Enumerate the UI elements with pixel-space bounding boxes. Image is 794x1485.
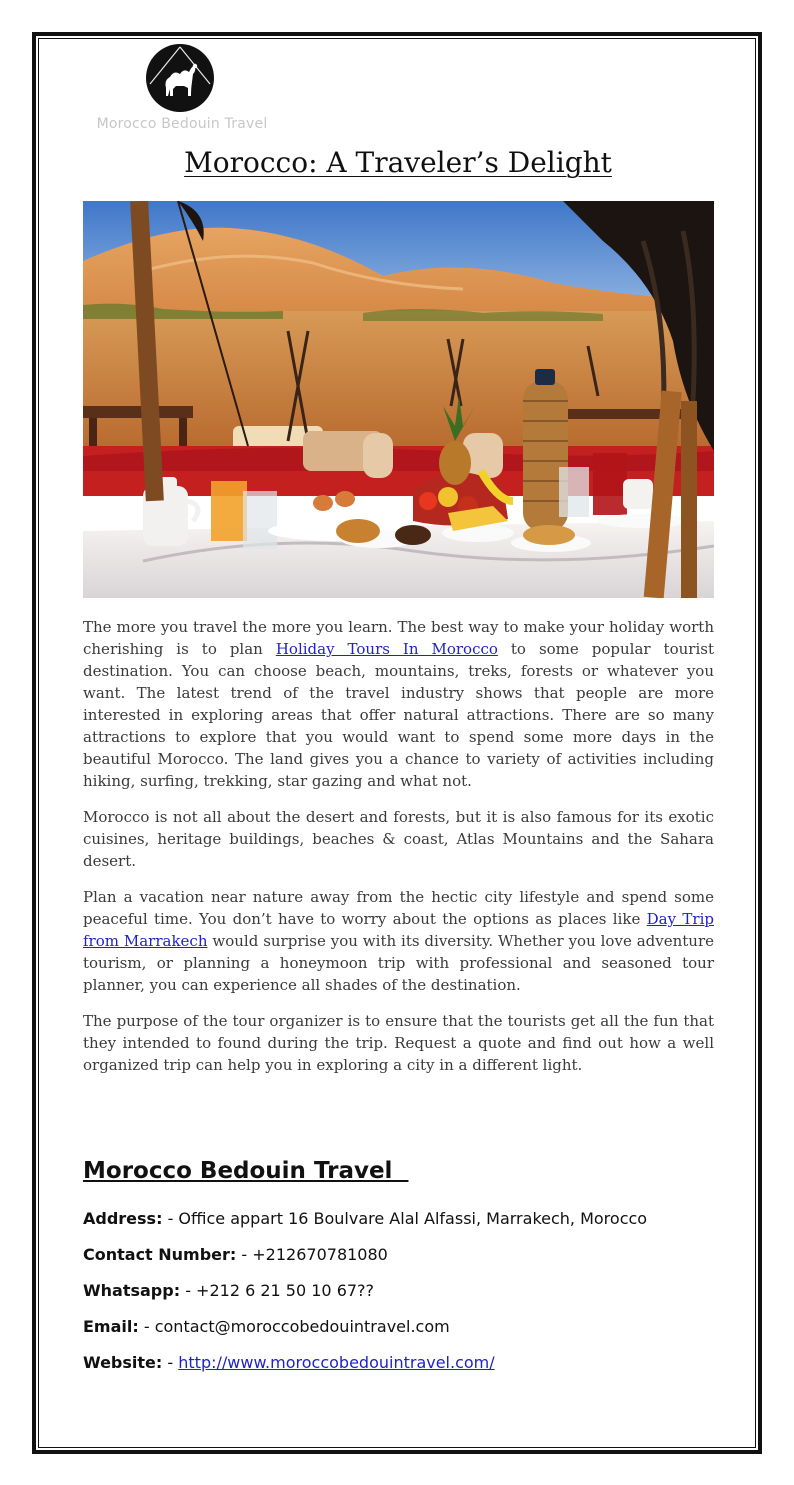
brand-logo [82, 42, 282, 134]
hero-image [83, 201, 714, 598]
address-row [83, 1207, 723, 1231]
paragraph-1: The more you travel the more you learn. The best way to make your holiday worth cherishing is to plan Holiday Tours In Morocco to some popular tourist destination. You can choose beach, mountains, treks, forests or whatever you want. The latest trend of the travel industry shows that people are more interested in exploring areas that offer natural attractions. There are so many attractions to explore that you would want to spend some more days in the beautiful Morocco. The land gives you a chance to variety of activities including hiking, surfing, trekking, star gazing and what not. [83, 618, 714, 790]
paragraph-4: The purpose of the tour organizer is to ensure that the tourists get all the fun that they intended to found during the trip. Request a quote and find out how a well organized trip can help you in exploring a city in a different light. [83, 1012, 714, 1074]
email-value: - contact@moroccobedouintravel.com [138, 1317, 450, 1336]
whatsapp-row [83, 1279, 723, 1303]
article-body [83, 616, 714, 1090]
paragraph-3: Plan a vacation near nature away from the hectic city lifestyle and spend some peaceful time. You don’t have to worry about the options as places like Day Trip from Marrakech would surprise you with its diversity. Whether you love adventure tourism, or planning a honeymoon trip with professional and seasoned tour planner, you can experience all shades of the destination. [83, 888, 714, 994]
camel-logo-icon [146, 44, 214, 112]
website-row: Website: - http://www.moroccobedouintravel.com/ [83, 1353, 495, 1372]
whatsapp-label: Whatsapp: [83, 1281, 181, 1300]
whatsapp-value: - +212 6 21 50 10 67?? [180, 1281, 375, 1300]
day-trip-marrakech-link[interactable]: Day Trip from Marrakech [83, 910, 714, 950]
brand-logo-text: Morocco Bedouin Travel [96, 116, 268, 132]
website-link[interactable]: http://www.moroccobedouintravel.com/ [178, 1353, 495, 1372]
phone-row [83, 1243, 723, 1267]
address-value: - Office appart 16 Boulvare Alal Alfassi, Marrakech, Morocco [162, 1209, 648, 1228]
address-label: Address: [83, 1209, 163, 1228]
phone-value: - +212670781080 [236, 1245, 388, 1264]
email-row [83, 1315, 723, 1339]
company-heading: Morocco Bedouin Travel [83, 1158, 409, 1184]
website-label: Website: [83, 1353, 163, 1372]
email-label: Email: [83, 1317, 139, 1336]
phone-label: Contact Number: [83, 1245, 237, 1264]
holiday-tours-link[interactable]: Holiday Tours In Morocco [275, 640, 498, 658]
page-title: Morocco: A Traveler’s Delight [184, 146, 612, 179]
contact-details [83, 1207, 723, 1387]
paragraph-2: Morocco is not all about the desert and forests, but it is also famous for its exotic cuisines, heritage buildings, beaches & coast, Atlas Mountains and the Sahara desert. [83, 808, 714, 870]
